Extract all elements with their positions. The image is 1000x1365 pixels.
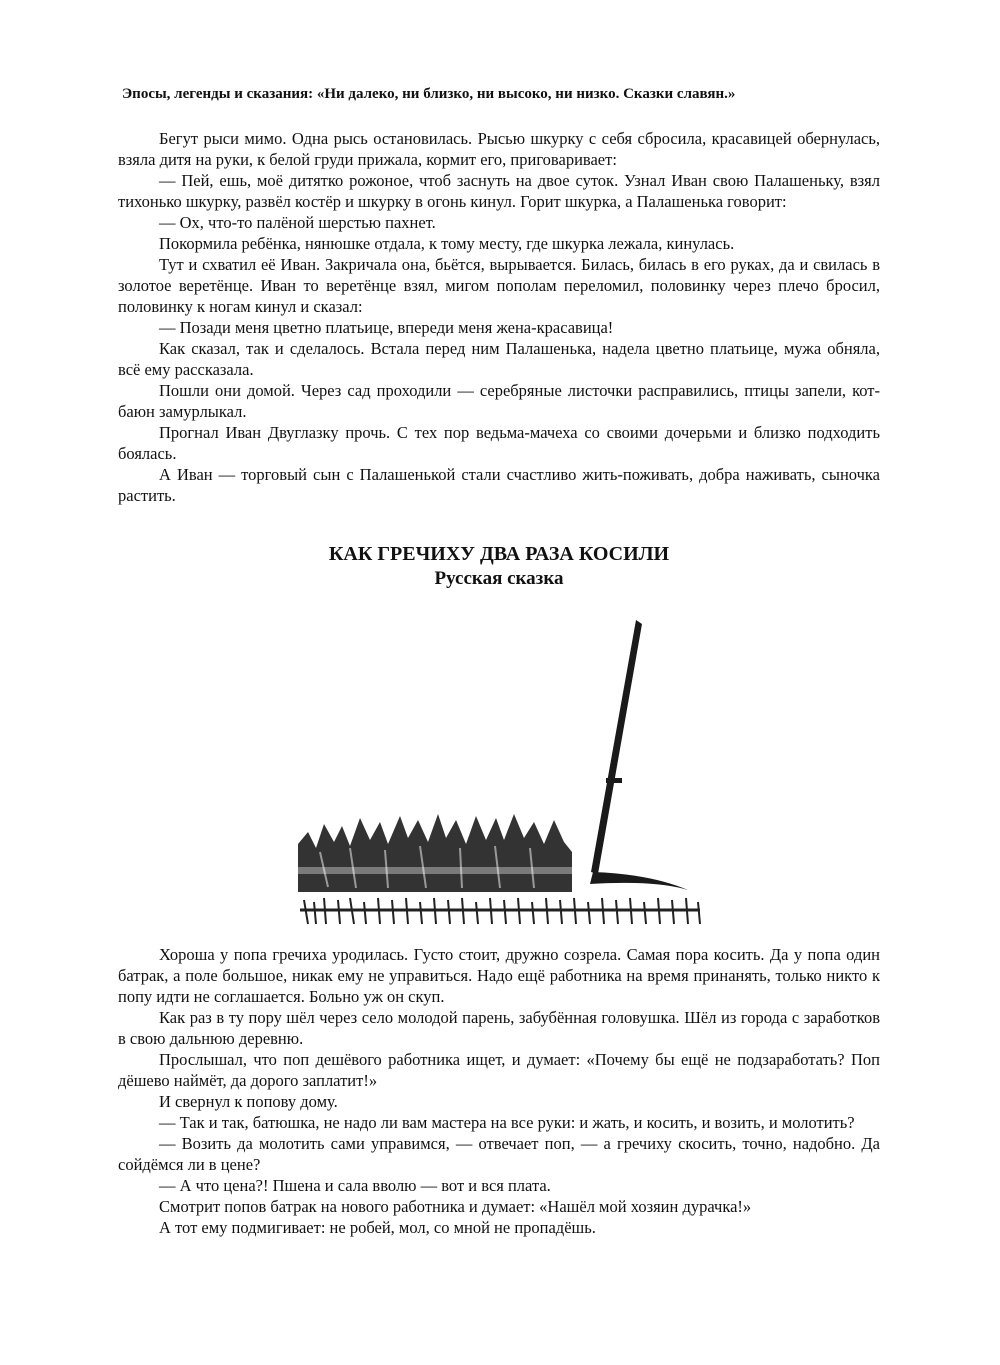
paragraph: Смотрит попов батрак на нового работника и думает: «Нашёл мой хозяин дурачка!» — [159, 1197, 752, 1216]
paragraph: Прогнал Иван Двуглазку прочь. С тех пор ведьма-мачеха со своими дочерьми и близко подходить боялась. — [118, 423, 880, 463]
paragraph: А Иван — торговый сын с Палашенькой стали счастливо жить-поживать, добра наживать, сыночка растить. — [118, 465, 880, 505]
stubble-strip — [300, 898, 700, 924]
paragraph: Тут и схватил её Иван. Закричала она, бьётся, вырывается. Билась, билась в его руках, да и свилась в золотое веретёнце. Иван то веретёнце взял, мигом пополам переломил, половинку через плечо бросил, половинку к ногам кинул и сказал: — [118, 255, 880, 316]
paragraph: — Пей, ешь, моё дитятко рожоное, чтоб заснуть на двое суток. Узнал Иван свою Палашеньку, взял тихонько шкурку, развёл костёр и шкурку в огонь кинул. Горит шкурка, а Палашенька говорит: — [118, 171, 880, 211]
paragraph: — А что цена?! Пшена и сала вволю — вот и вся плата. — [159, 1176, 551, 1195]
paragraph: — Возить да молотить сами управимся, — отвечает поп, — а гречиху скосить, точно, надобно. Да сойдёмся ли в цене? — [118, 1134, 880, 1174]
paragraph: Прослышал, что поп дешёвого работника ищет, и думает: «Почему бы ещё не подзаработать? Поп дёшево наймёт, да дорого заплатит!» — [118, 1050, 880, 1090]
paragraph: Бегут рыси мимо. Одна рысь остановилась. Рысью шкурку с себя сбросила, красавицей обернулась, взяла дитя на руки, к белой груди прижала, кормит его, приговаривает: — [118, 129, 880, 169]
running-header: Эпосы, легенды и сказания: «Ни далеко, ни близко, ни высоко, ни низко. Сказки славян.» — [122, 86, 736, 102]
scythe-illustration — [290, 612, 710, 942]
paragraph: Как раз в ту пору шёл через село молодой парень, забубённая головушка. Шёл из города с заработков в свою дальнюю деревню. — [118, 1008, 880, 1048]
paragraph: — Ох, что-то палёной шерстью пахнет. — [159, 213, 436, 232]
scythe-blade — [590, 872, 688, 890]
paragraph: А тот ему подмигивает: не робей, мол, со мной не пропадёшь. — [159, 1218, 596, 1237]
paragraph: И свернул к попову дому. — [159, 1092, 338, 1111]
previous-story-text — [118, 128, 880, 506]
paragraph: Как сказал, так и сделалось. Встала перед ним Палашенька, надела цветно платьице, мужа обняла, всё ему рассказала. — [118, 339, 880, 379]
buckwheat-field — [298, 814, 572, 892]
story-subtitle: Русская сказка — [434, 568, 564, 589]
paragraph: — Так и так, батюшка, не надо ли вам мастера на все руки: и жать, и косить, и возить, и молотить? — [159, 1113, 855, 1132]
story-title: КАК ГРЕЧИХУ ДВА РАЗА КОСИЛИ — [328, 543, 670, 565]
paragraph: Пошли они домой. Через сад проходили — серебряные листочки расправились, птицы запели, кот-баюн замурлыкал. — [118, 381, 880, 421]
scythe-handle — [591, 620, 642, 874]
paragraph: Покормила ребёнка, нянюшке отдала, к тому месту, где шкурка лежала, кинулась. — [159, 234, 735, 253]
paragraph: — Позади меня цветно платьице, впереди меня жена-красавица! — [159, 318, 614, 337]
story-text — [118, 944, 880, 1238]
paragraph: Хороша у попа гречиха уродилась. Густо стоит, дружно созрела. Самая пора косить. Да у попа один батрак, а поле большое, никак ему не управиться. Надо ещё работника на время принанять, только никто к попу идти не соглашается. Больно уж он скуп. — [118, 945, 880, 1006]
scythe-grip — [606, 778, 622, 783]
